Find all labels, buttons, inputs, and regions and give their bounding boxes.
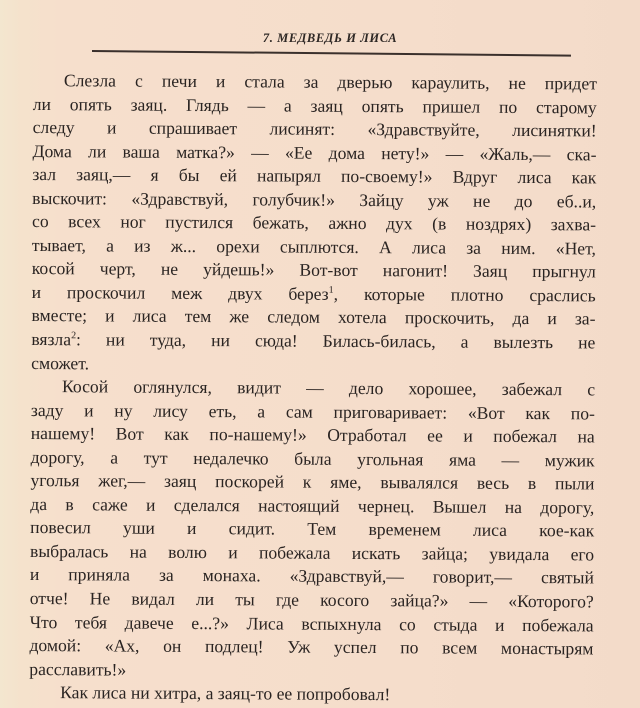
- text-line-with-footnote: [31, 328, 595, 355]
- text-line: повесил уши и сидит. Тем временем лиса кое-как: [30, 517, 595, 541]
- footnote-marker[interactable]: 1: [328, 284, 334, 296]
- text-line: и приняла за монаха. «Здравствуй,— говорит,— святый: [29, 564, 594, 588]
- text-line: отче! Не видал ли ты где косого зайца?» — «Которого?: [29, 588, 594, 612]
- text-line: расславить!»: [29, 658, 127, 680]
- text-line: выбралась на волю и побежала искать зайца; увидала его: [29, 540, 595, 565]
- text-line: Слезла с печи и стала за дверью караулить, не придет: [63, 70, 597, 94]
- text-line: Дома ли ваша матка?» — «Ее дома нету!» — «Жаль,— ска-: [32, 140, 597, 165]
- text-line: дорогу, а тут недалечко была угольная яма — мужик: [30, 446, 595, 471]
- text-segment: : ни туда, ни сюда! Билась-билась, а вылезть не: [76, 329, 596, 353]
- footnote-marker[interactable]: 2: [71, 330, 77, 342]
- text-line: Как лиса ни хитра, а заяц-то ее попробовал!: [60, 682, 391, 705]
- text-line: вместе; и лиса тем же следом хотела проскочить, да и за-: [31, 305, 596, 329]
- text-line: домой: «Ах, он подлец! Уж успел по всем монастырям: [29, 635, 594, 659]
- text-segment: вязла: [31, 329, 72, 350]
- text-line: нашему! Вот как по-нашему!» Отработал ее и побежал на: [30, 423, 595, 447]
- text-line: зал заяц,— я бы ей напырял по-своему!» Вдруг лиса как: [32, 164, 597, 188]
- text-line: следу и спрашивает лисинят: «Здравствуйте, лисинятки!: [32, 117, 597, 141]
- header-rule-divider: [92, 50, 571, 57]
- text-segment: , которые плотно сраслись: [333, 283, 596, 306]
- story-text: [29, 69, 597, 708]
- text-segment: и проскочил меж двух берез: [31, 281, 329, 304]
- text-line: уголья жег,— заяц поскорей к яме, вывалялся весь в пыли: [30, 470, 595, 494]
- text-line: тывает, а из ж... орехи сыплются. А лиса за ним. «Нет,: [31, 234, 596, 259]
- text-line: да в саже и сделался настоящий чернец. Вышел на дорогу,: [30, 493, 595, 518]
- text-line: сможет.: [31, 352, 90, 373]
- text-line: Косой оглянулся, видит — дело хорошее, забежал с: [62, 376, 596, 400]
- text-line: косой черт, не уйдешь!» Вот-вот нагонит! Заяц прыгнул: [31, 258, 596, 282]
- text-line: ли опять заяц. Глядь — а заяц опять пришел по старому: [32, 93, 597, 117]
- text-line: со всех ног пустился бежать, ажно дух (в ноздрях) захва-: [32, 211, 597, 235]
- text-line-with-footnote: [32, 281, 596, 308]
- running-head-title: 7. МЕДВЕДЬ И ЛИСА: [262, 31, 398, 45]
- text-line: заду и ну лису еть, а сам приговаривает: «Вот как по-: [30, 399, 595, 424]
- text-line: Что тебя давече е...?» Лиса вспыхнула со стыда и побежала: [29, 611, 594, 636]
- text-line: выскочит: «Здравствуй, голубчик!» Зайцу уж не до еб..и,: [32, 187, 597, 212]
